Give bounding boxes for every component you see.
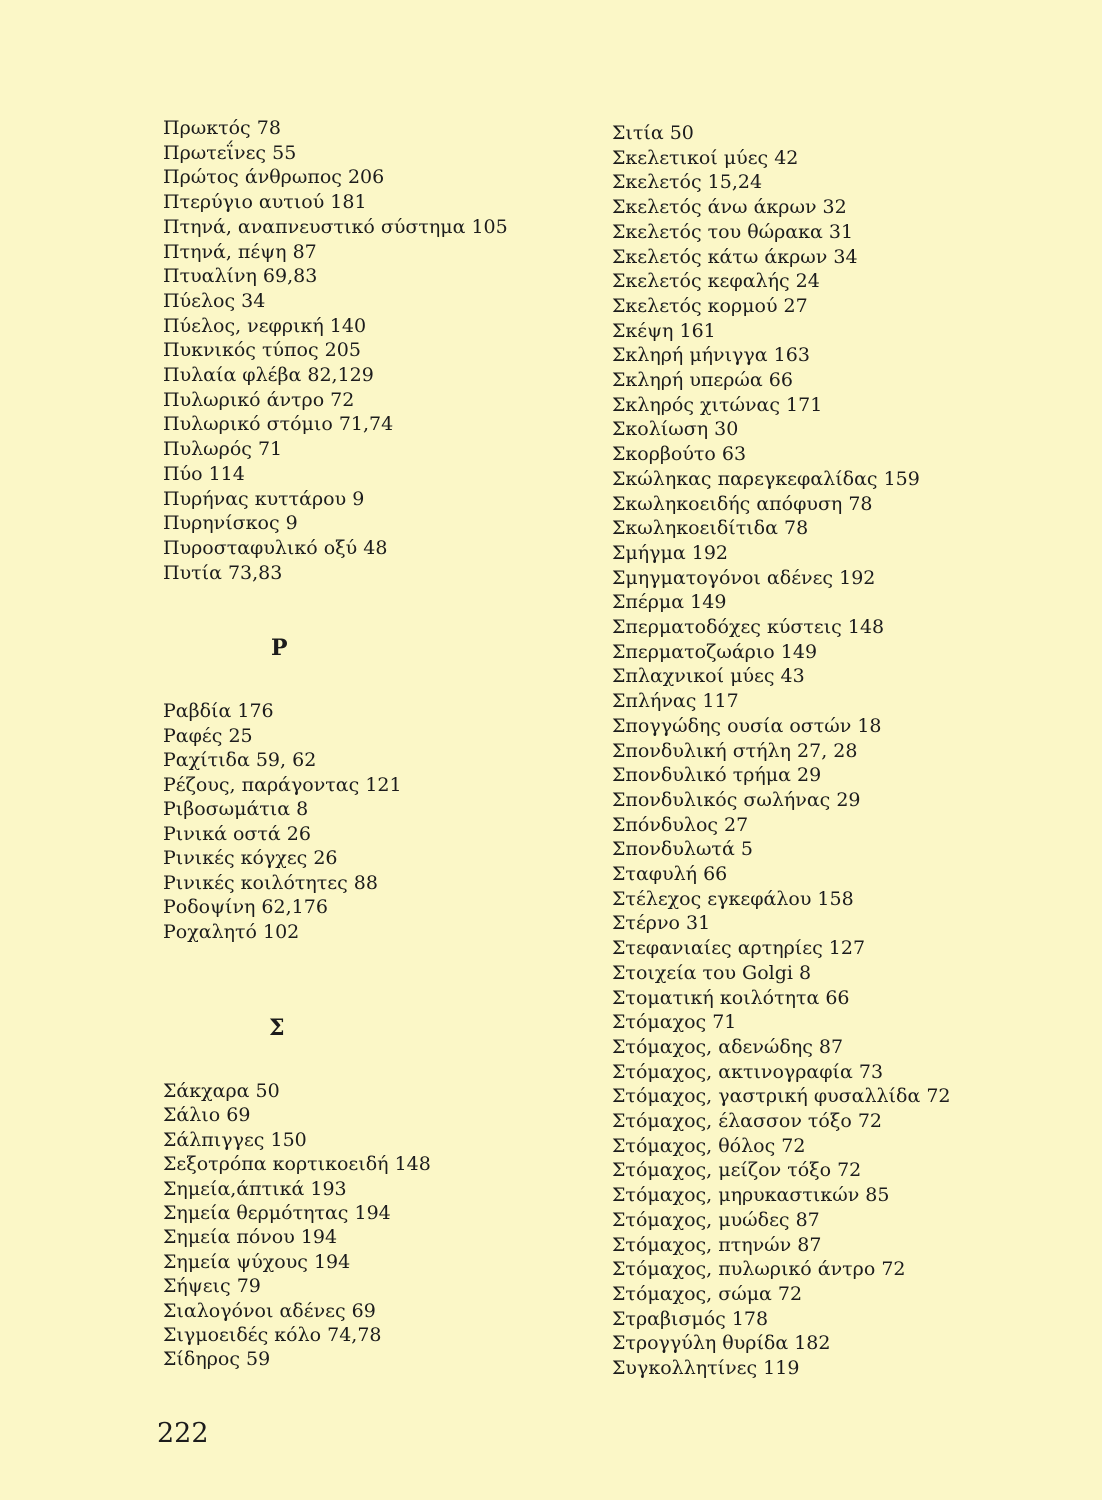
index-entry: Πύο 114 [163,462,245,485]
index-entry: Στραβισμός 178 [612,1307,769,1330]
index-entry: Σκορβούτο 63 [612,443,747,466]
index-entry: Σίδηρος 59 [163,1348,271,1371]
index-entry: Στοματική κοιλότητα 66 [612,986,850,1009]
index-entry: Στεφανιαίες αρτηρίες 127 [612,937,866,960]
index-entry: Στέλεχος εγκεφάλου 158 [612,887,854,910]
page-number: 222 [157,1418,209,1449]
index-entry: Ραβδία 176 [163,700,274,722]
index-entry: Πυλωρικό άντρο 72 [163,388,355,411]
index-entry: Σπλαχνικοί μύες 43 [612,665,805,688]
index-entry: Πυτία 73,83 [163,561,283,584]
index-entry: Πύελος, νεφρική 140 [163,314,367,337]
index-entry: Σκολίωση 30 [612,418,739,441]
index-entry: Σάλπιγγες 150 [163,1128,307,1151]
index-entry: Σκελετός άνω άκρων 32 [612,196,847,219]
index-entry: Ρέζους, παράγοντας 121 [163,773,402,796]
index-entry: Σταφυλή 66 [612,863,728,885]
index-entry: Σκελετός 15,24 [612,171,763,194]
index-entry: Πτηνά, πέψη 87 [163,240,317,263]
index-entry: Ροδοψίνη 62,176 [163,896,328,918]
section-letter-s: Σ [269,1015,285,1041]
section-letter-r: Ρ [271,635,288,661]
index-entry: Σκέψη 161 [612,319,716,342]
index-entry: Στρογγύλη θυρίδα 182 [612,1332,831,1355]
index-entry: Σάκχαρα 50 [163,1080,280,1102]
index-entry: Στόμαχος, γαστρική φυσαλλίδα 72 [612,1085,951,1108]
index-entry: Σιαλογόνοι αδένες 69 [163,1299,376,1322]
index-entry: Σπερματοδόχες κύστεις 148 [612,616,885,638]
index-entry: Πυλωρικό στόμιο 71,74 [163,413,394,436]
index-entry: Ρινικές κοιλότητες 88 [163,871,378,894]
index-entry: Σπλήνας 117 [612,690,739,713]
index-entry: Στόμαχος, πυλωρικό άντρο 72 [612,1258,906,1281]
index-entry: Σκώληκας παρεγκεφαλίδας 159 [612,467,920,490]
index-entry: Στόμαχος, ακτινογραφία 73 [612,1060,884,1083]
index-entry: Σιγμοειδές κόλο 74,78 [163,1324,382,1346]
index-entry: Στόμαχος, αδενώδης 87 [612,1035,844,1058]
index-entry: Σημεία,άπτικά 193 [163,1177,347,1200]
index-entry: Σκελετικοί μύες 42 [612,146,799,169]
index-entry: Σιτία 50 [612,122,694,144]
index-entry: Στόμαχος, μείζον τόξο 72 [612,1159,862,1182]
index-entry: Σπόνδυλος 27 [612,813,749,836]
index-entry: Σκελετός κορμού 27 [612,294,808,317]
index-entry: Πυκνικός τύπος 205 [163,339,361,362]
index-entry: Σπέρμα 149 [612,591,727,614]
index-entry: Σκληρή μήνιγγα 163 [612,344,810,367]
index-entry: Σπονδυλωτά 5 [612,838,753,861]
index-entry: Στόμαχος 71 [612,1011,737,1034]
index-entry: Ρινικά οστά 26 [163,822,311,845]
index-entry: Στόμαχος, μυώδες 87 [612,1208,820,1231]
index-entry: Σκληρή υπερώα 66 [612,369,793,391]
index-entry: Σπονδυλικό τρήμα 29 [612,764,822,787]
index-entry: Πυλωρός 71 [163,438,283,461]
index-entry: Πρώτος άνθρωπος 206 [163,166,385,189]
index-entry: Σκληρός χιτώνας 171 [612,393,823,416]
index-entry: Σκελετός του θώρακα 31 [612,220,854,243]
index-entry: Σκωληκοειδίτιδα 78 [612,517,809,540]
index-entry: Πυροσταφυλικό οξύ 48 [163,536,388,559]
index-entry: Πρωκτός 78 [163,117,281,139]
index-entry: Πρωτεΐνες 55 [163,141,297,164]
index-entry: Στόμαχος, θόλος 72 [612,1134,806,1157]
index-entry: Στοιχεία του Golgi 8 [612,961,812,984]
index-entry: Πυρήνας κυττάρου 9 [163,487,365,510]
index-entry: Πτυαλίνη 69,83 [163,265,318,288]
index-entry: Πυρηνίσκος 9 [163,512,298,535]
index-entry: Στόμαχος, σώμα 72 [612,1282,803,1305]
index-entry: Ραχίτιδα 59, 62 [163,749,317,771]
index-entry: Συγκολλητίνες 119 [612,1357,800,1379]
index-entry: Σκελετός κάτω άκρων 34 [612,245,858,268]
index-entry: Σπονδυλικός σωλήνας 29 [612,788,861,811]
index-entry: Ραφές 25 [163,724,253,747]
index-entry: Πτερύγιο αυτιού 181 [163,191,367,214]
index-entry: Ριβοσωμάτια 8 [163,798,309,820]
index-entry: Σπογγώδης ουσία οστών 18 [612,714,882,737]
index-entry: Σάλιο 69 [163,1104,251,1127]
index-entry: Σπονδυλική στήλη 27, 28 [612,739,858,762]
index-entry: Σημεία πόνου 194 [163,1226,338,1249]
index-entry: Σημεία θερμότητας 194 [163,1202,391,1224]
index-entry: Πύελος 34 [163,289,266,312]
index-entry: Ρινικές κόγχες 26 [163,847,338,869]
index-entry: Πτηνά, αναπνευστικό σύστημα 105 [163,215,508,238]
index-entry: Σκελετός κεφαλής 24 [612,270,820,293]
index-entry: Στόμαχος, μηρυκαστικών 85 [612,1184,890,1207]
index-entry: Στόμαχος, πτηνών 87 [612,1233,822,1256]
index-entry: Σκωληκοειδής απόφυση 78 [612,492,873,515]
index-entry: Σμήγμα 192 [612,541,729,564]
index-entry: Ροχαλητό 102 [163,920,300,943]
index-entry: Σπερματοζωάριο 149 [612,640,818,663]
index-entry: Στόμαχος, έλασσον τόξο 72 [612,1110,882,1132]
index-entry: Σημεία ψύχους 194 [163,1250,351,1273]
index-entry: Σεξοτρόπα κορτικοειδή 148 [163,1153,431,1176]
index-entry: Σμηγματογόνοι αδένες 192 [612,566,876,589]
index-entry: Πυλαία φλέβα 82,129 [163,364,374,386]
index-entry: Στέρνο 31 [612,912,711,935]
index-entry: Σήψεις 79 [163,1275,261,1298]
